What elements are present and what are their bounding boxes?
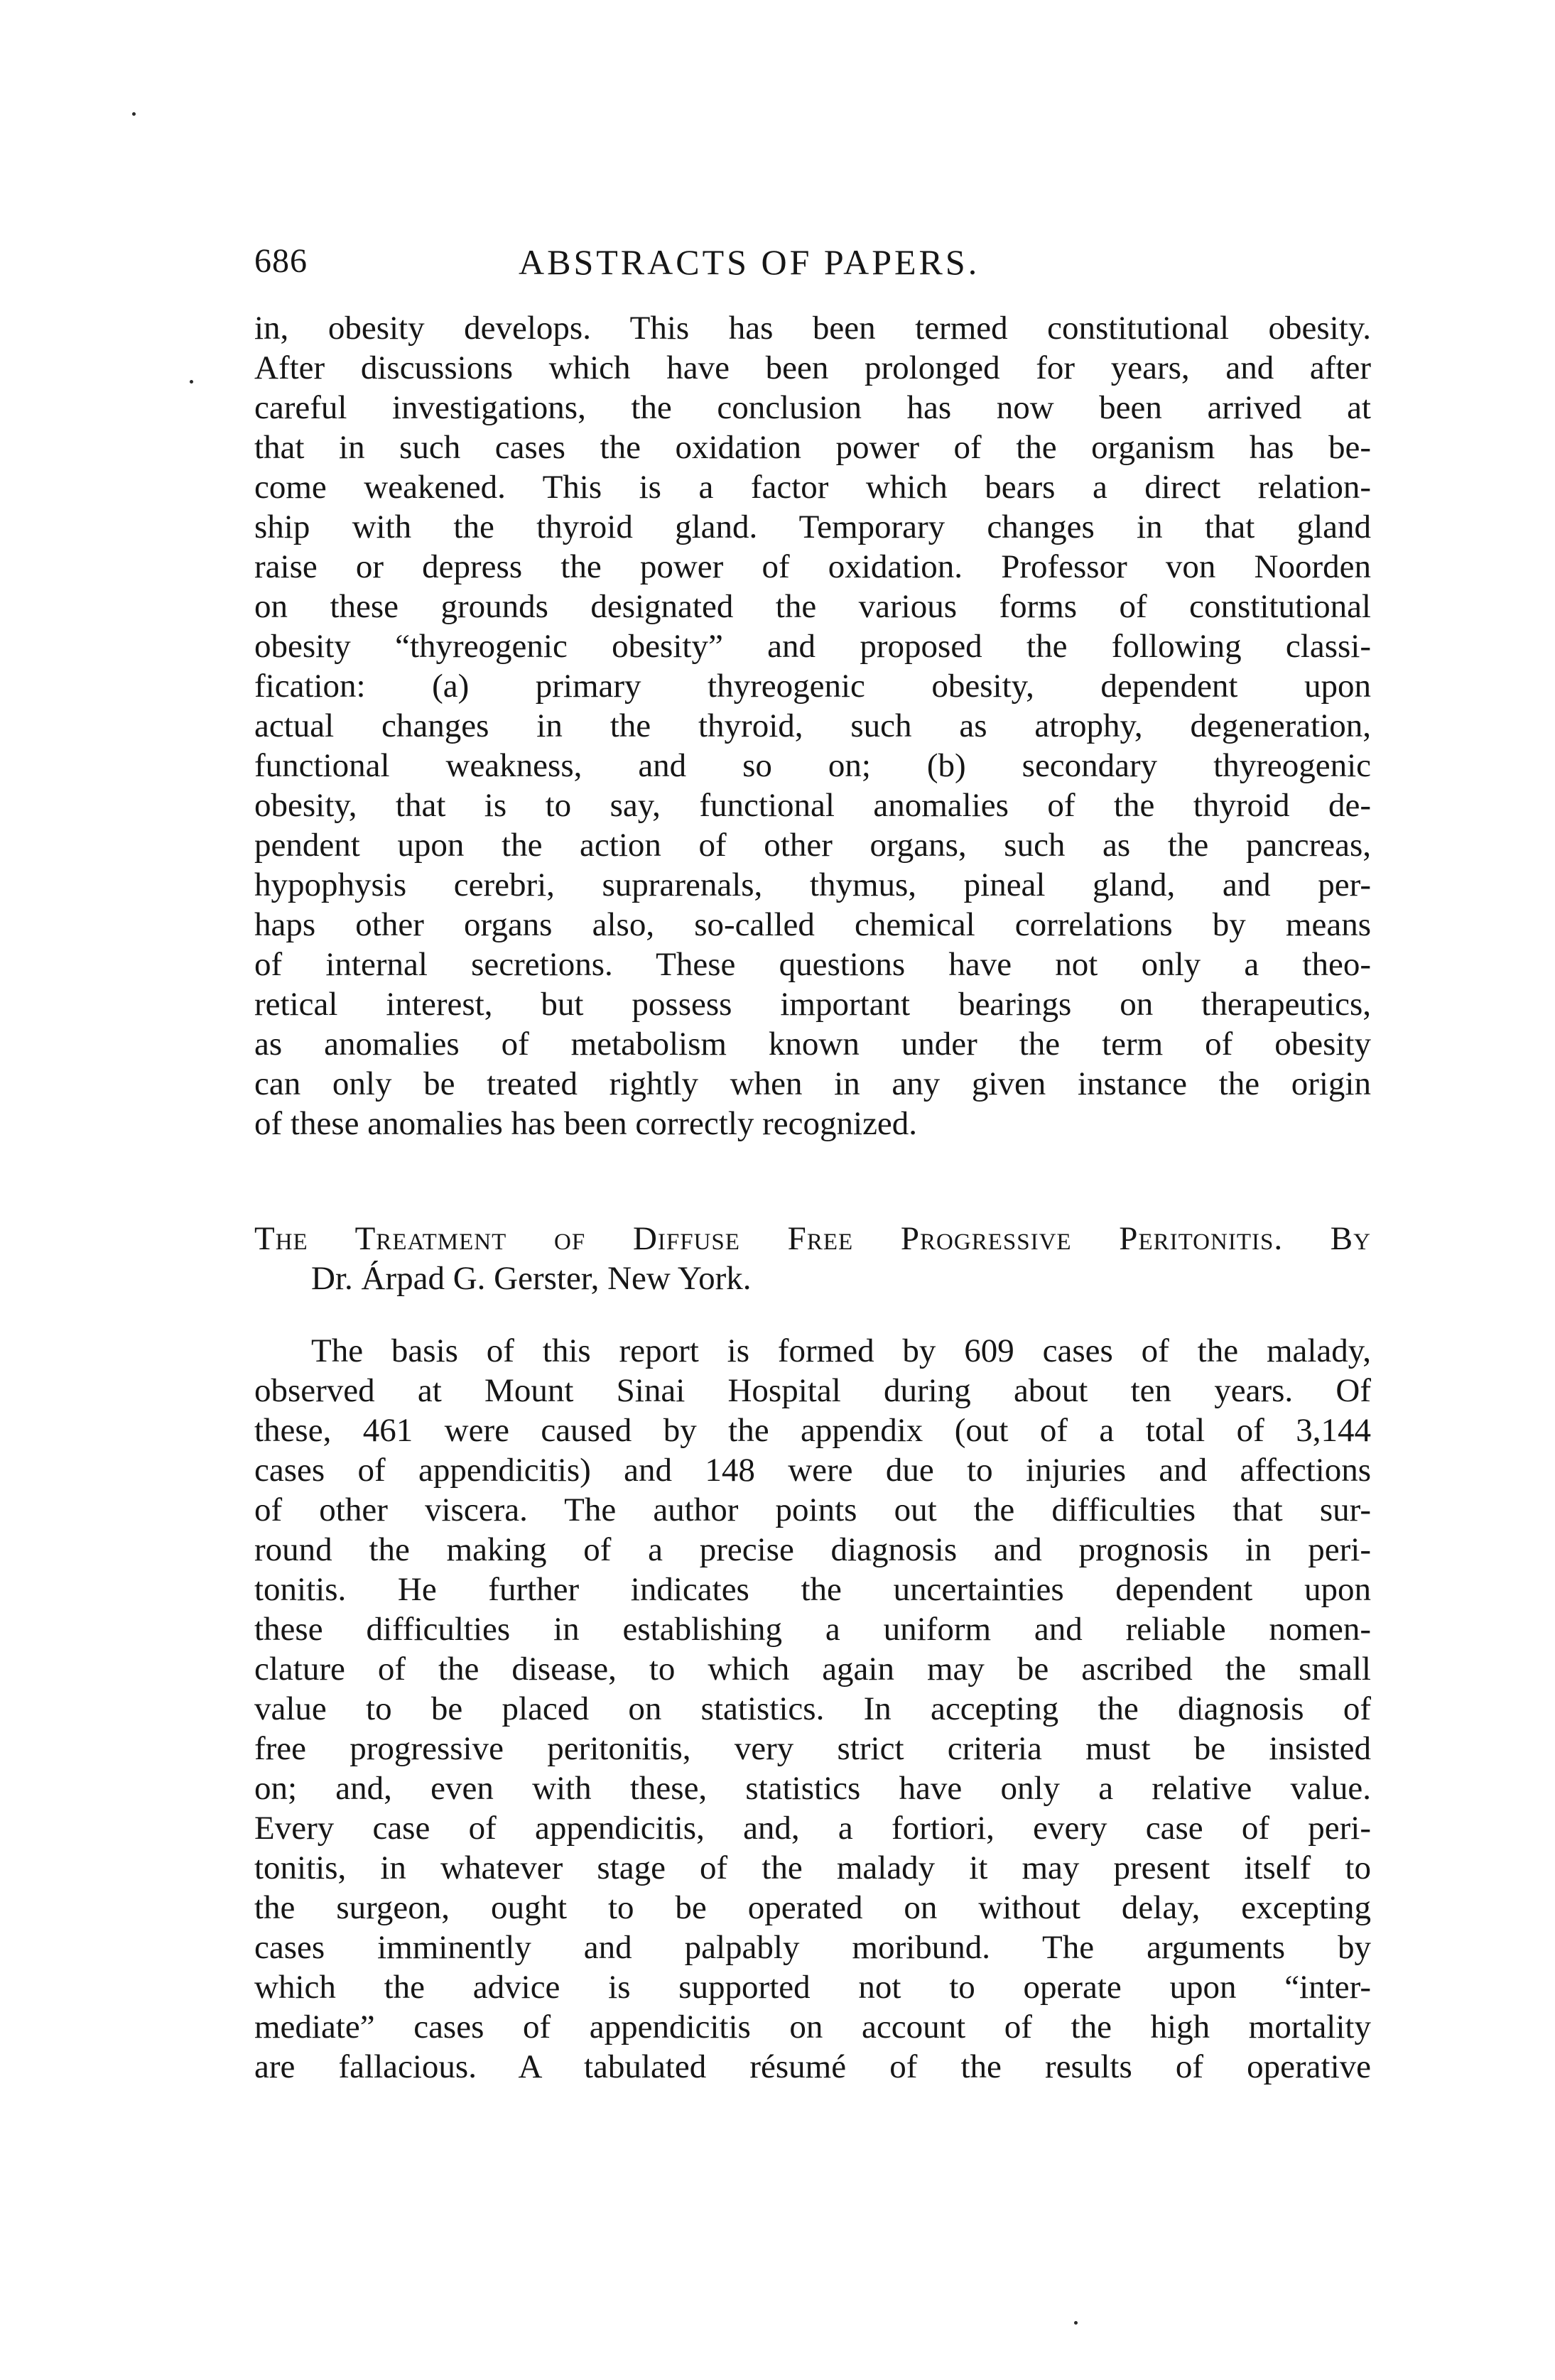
text-line: raise or depress the power of oxidation. Professor von Noorden — [254, 548, 1371, 585]
text-line: functional weakness, and so on; (b) secondary thyreogenic — [254, 747, 1371, 784]
text-line: pendent upon the action of other organs, such as the pancreas, — [254, 827, 1371, 864]
text-line: obesity “thyreogenic obesity” and proposed the following classi- — [254, 628, 1371, 665]
speck-margin — [190, 380, 193, 384]
text-line: are fallacious. A tabulated résumé of the results of operative — [254, 2048, 1371, 2085]
text-line: in, obesity develops. This has been termed constitutional obesity. — [254, 310, 1371, 347]
page-number: 686 — [254, 242, 308, 280]
text-line: of internal secretions. These questions have not only a theo- — [254, 946, 1371, 983]
text-line: retical interest, but possess important bearings on therapeutics, — [254, 986, 1371, 1023]
text-line: observed at Mount Sinai Hospital during about ten years. Of — [254, 1372, 1371, 1409]
text-line: the surgeon, ought to be operated on without delay, excepting — [254, 1889, 1371, 1926]
text-line: free progressive peritonitis, very strict criteria must be insisted — [254, 1730, 1371, 1767]
text-line: tonitis, in whatever stage of the malady it may present itself to — [254, 1849, 1371, 1886]
text-line: these, 461 were caused by the appendix (out of a total of 3,144 — [254, 1412, 1371, 1449]
text-line: as anomalies of metabolism known under the term of obesity — [254, 1026, 1371, 1063]
running-head: ABSTRACTS OF PAPERS. — [519, 242, 980, 282]
speck-bottom — [1074, 2321, 1078, 2325]
text-line: obesity, that is to say, functional anomalies of the thyroid de- — [254, 787, 1371, 824]
text-line: haps other organs also, so-called chemical correlations by means — [254, 906, 1371, 943]
text-line: actual changes in the thyroid, such as atrophy, degeneration, — [254, 707, 1371, 744]
text-line: cases of appendicitis) and 148 were due to injuries and affections — [254, 1452, 1371, 1489]
text-line: hypophysis cerebri, suprarenals, thymus, pineal gland, and per- — [254, 866, 1371, 903]
text-line: that in such cases the oxidation power of the organism has be- — [254, 429, 1371, 466]
speck-top — [132, 112, 136, 116]
text-line: on; and, even with these, statistics have only a relative value. — [254, 1770, 1371, 1807]
text-line: ship with the thyroid gland. Temporary changes in that gland — [254, 509, 1371, 545]
text-line: The basis of this report is formed by 609 cases of the malady, — [311, 1332, 1371, 1369]
text-line: clature of the disease, to which again may be ascribed the small — [254, 1651, 1371, 1688]
text-line: Every case of appendicitis, and, a fortiori, every case of peri- — [254, 1810, 1371, 1847]
text-line: which the advice is supported not to operate upon “inter- — [254, 1969, 1371, 2006]
text-line: these difficulties in establishing a uniform and reliable nomen- — [254, 1611, 1371, 1648]
text-line: round the making of a precise diagnosis and prognosis in peri- — [254, 1531, 1371, 1568]
text-line: tonitis. He further indicates the uncertainties dependent upon — [254, 1571, 1371, 1608]
text-line: come weakened. This is a factor which bears a direct relation- — [254, 469, 1371, 506]
text-line: of these anomalies has been correctly recognized. — [254, 1105, 918, 1142]
text-line: fication: (a) primary thyreogenic obesity, dependent upon — [254, 668, 1371, 705]
text-line: of other viscera. The author points out the difficulties that sur- — [254, 1491, 1371, 1528]
article-title-line: The Treatment of Diffuse Free Progressive Peritonitis. By — [254, 1220, 1371, 1257]
page-header — [254, 241, 1377, 298]
text-line: mediate” cases of appendicitis on account of the high mortality — [254, 2009, 1371, 2045]
text-line: can only be treated rightly when in any given instance the origin — [254, 1065, 1371, 1102]
text-line: on these grounds designated the various forms of constitutional — [254, 588, 1371, 625]
text-line: After discussions which have been prolonged for years, and after — [254, 349, 1371, 386]
text-line: cases imminently and palpably moribund. The arguments by — [254, 1929, 1371, 1966]
text-line: careful investigations, the conclusion has now been arrived at — [254, 389, 1371, 426]
text-line: value to be placed on statistics. In accepting the diagnosis of — [254, 1690, 1371, 1727]
article-author: Dr. Árpad G. Gerster, New York. — [311, 1260, 752, 1297]
